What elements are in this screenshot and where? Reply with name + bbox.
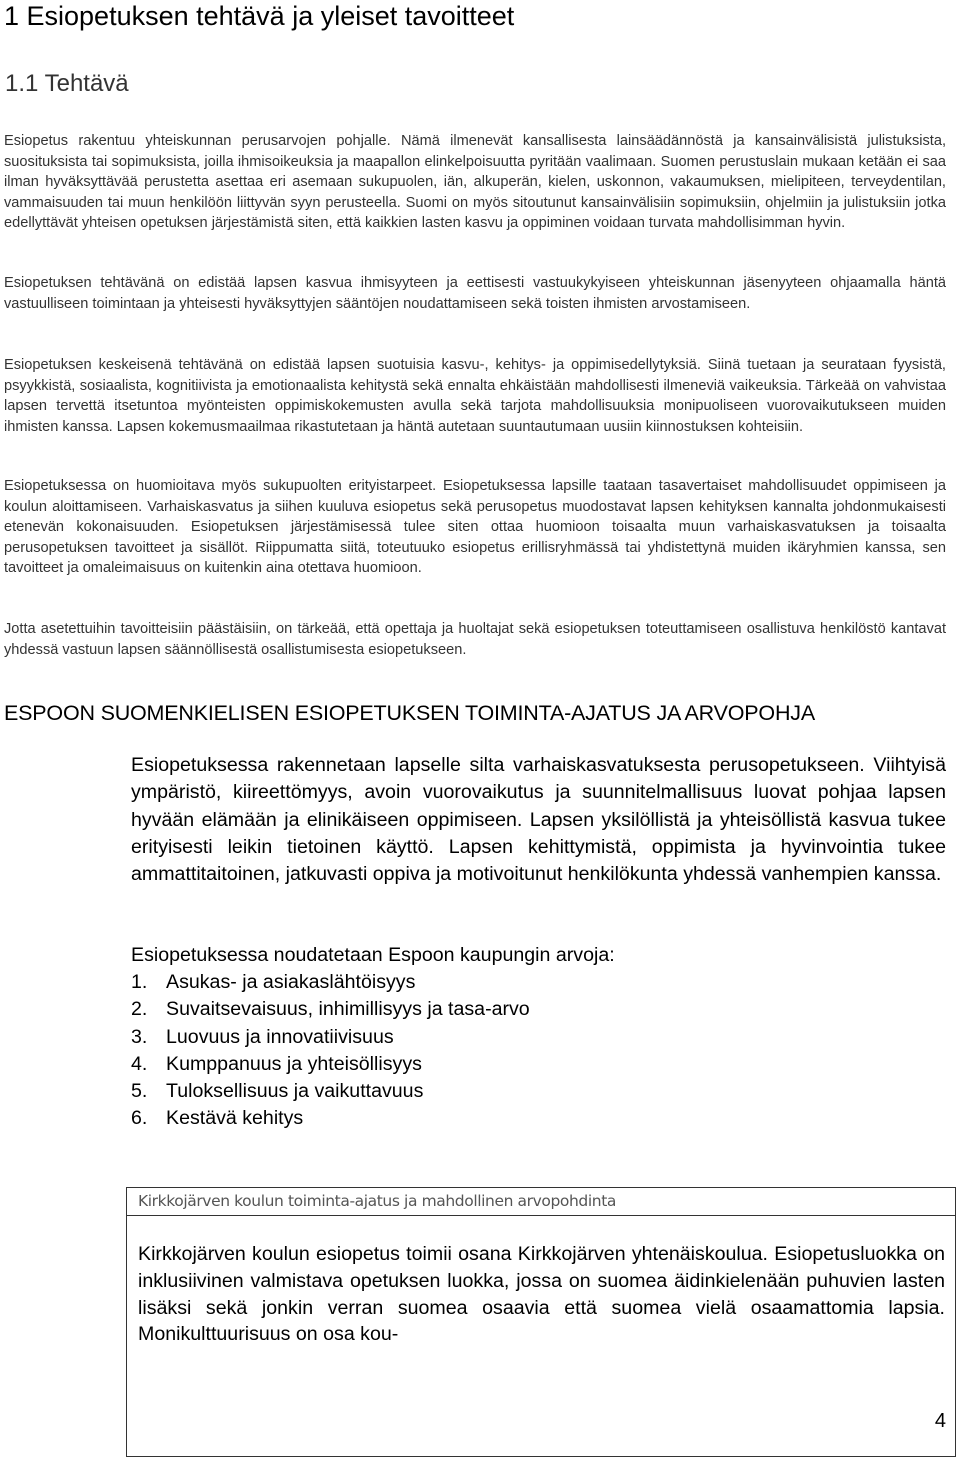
values-list-item — [131, 1024, 530, 1051]
school-section-box — [126, 1187, 956, 1457]
paragraph: Esiopetuksessa on huomioitava myös sukupuolten erityistarpeet. Esiopetuksessa lapsille taataan tasavertaiset mahdollisuudet oppimiseen ja koulun aloittamiseen. Varhaiskasvatus ja siihen kuuluva esiopetus sekä perusopetus muodostavat lapsen kehityksen kannalta johdonmukaisesti etenevän kokonaisuuden. Esiopetuksen järjestämisessä tulee siten ottaa huomioon toisaalta muun varhaiskasvatuksen ja toisaalta perusopetuksen tavoitteet ja sisällöt. Riippumatta siitä, toteutuuko esiopetus erillisryhmässä tai yhdistettynä muiden ikäryhmien kanssa, sen tavoitteet ja omaleimaisuus on kuitenkin aina otettava huomioon. — [4, 478, 946, 577]
values-list-item — [131, 969, 530, 996]
values-list-item — [131, 1078, 530, 1105]
box-divider — [127, 1215, 955, 1216]
list-number: 3. — [131, 1025, 148, 1048]
list-number: 1. — [131, 971, 148, 993]
paragraph: Esiopetuksen tehtävänä on edistää lapsen kasvua ihmisyyteen ja eettisesti vastuukykyiseen yhteiskunnan jäsenyyteen ohjaamalla häntä vastuulliseen toimintaan ja yhteisesti hyväksyttyjen sääntöjen noudattamiseen sekä toisten ihmisten arvostamiseen. — [4, 275, 946, 312]
box-title: Kirkkojärven koulun toiminta-ajatus ja mahdollinen arvopohdinta — [138, 1192, 616, 1210]
value-text: Tuloksellisuus ja vaikuttavuus — [166, 1080, 424, 1103]
values-list-item — [131, 996, 530, 1023]
vision-paragraph: Esiopetuksessa rakennetaan lapselle silta varhaiskasvatuksesta perusopetukseen. Viihtyisä ympäristö, kiireettömyys, avoin vuorovaikutus ja suunnitelmallisuus luovat pohjaa lapsen hyvään elämään ja elinikäiseen oppimiseen. Lapsen yksilöllistä ja yhteisöllistä kasvua tukee erityisesti leikin tietoinen käyttö. Lapsen kehittymistä, oppimista ja hyvinvointia tukee ammattitaitoinen, jatkuvasti oppiva ja motivoitunut henkilökunta yhdessä vanhempien kanssa. — [131, 754, 946, 886]
values-list-item — [131, 1051, 530, 1078]
value-text: Kumppanuus ja yhteisöllisyys — [166, 1052, 422, 1075]
value-text: Suvaitsevaisuus, inhimillisyys ja tasa-arvo — [166, 998, 530, 1021]
value-text: Asukas- ja asiakaslähtöisyys — [166, 971, 416, 993]
paragraph: Esiopetus rakentuu yhteiskunnan perusarvojen pohjalle. Nämä ilmenevät kansallisesta lainsäädännöstä ja kansainvälisistä julistuksista, suosituksista tai sopimuksista, joilla ihmisoikeuksia ja maapallon elinkelpoisuutta pyritään vaalimaan. Suomen perustuslain mukaan ketään ei saa ilman hyväksyttävää perustetta asettaa eri asemaan sukupuolen, iän, alkuperän, kielen, uskonnon, vakaumuksen, mielipiteen, terveydentilan, vammaisuuden tai muun henkilöön liittyvän syyn perusteella. Suomi on myös sitoutunut kansainvälisiin sopimuksiin, ohjelmiin ja julistuksiin jotka edellyttävät yhteisen opetuksen järjestämistä siten, että kaikkien lasten kasvu ja oppiminen voidaan turvata mahdollisimman hyvin. — [4, 133, 946, 232]
values-list-item — [131, 1105, 530, 1132]
page-number: 4 — [934, 1410, 946, 1432]
chapter-heading: 1 Esiopetuksen tehtävä ja yleiset tavoitteet — [4, 1, 515, 31]
espoo-section-title: ESPOON SUOMENKIELISEN ESIOPETUKSEN TOIMINTA-AJATUS JA ARVOPOHJA — [4, 701, 815, 725]
list-number: 4. — [131, 1052, 148, 1075]
values-list — [131, 969, 530, 1133]
box-body: Kirkkojärven koulun esiopetus toimii osana Kirkkojärven yhtenäiskoulua. Esiopetusluokka on inklusiivinen valmistava opetuksen luokka, jossa on suomea äidinkielenään puhuvien lasten lisäksi sekä jonkin verran suomea osaavia että suomea vielä osaamattomia lapsia. Monikulttuurisuus on osa kou- — [138, 1243, 945, 1346]
values-intro: Esiopetuksessa noudatetaan Espoon kaupungin arvoja: — [131, 944, 615, 966]
paragraph: Jotta asetettuihin tavoitteisiin päästäisiin, on tärkeää, että opettaja ja huoltajat sekä esiopetuksen toteuttamiseen osallistuva henkilöstö kantavat yhdessä vastuun lapsen säännöllisestä osallistumisesta esiopetukseen. — [4, 621, 946, 658]
list-number: 6. — [131, 1107, 148, 1130]
list-number: 2. — [131, 998, 148, 1021]
paragraph: Esiopetuksen keskeisenä tehtävänä on edistää lapsen suotuisia kasvu-, kehitys- ja oppimisedellytyksiä. Siinä tuetaan ja seurataan fyysistä, psyykkistä, sosiaalista, kognitiivista ja emotionaalista kehitystä sekä ennalta ehkäistään mahdollisesti ilmeneviä vaikeuksia. Tärkeää on vahvistaa lapsen tervettä itsetuntoa myönteisten oppimiskokemusten avulla sekä tarjota mahdollisuuksia monipuoliseen vuorovaikutukseen muiden ihmisten kanssa. Lapsen kokemusmaailmaa rikastutetaan ja häntä autetaan suuntautumaan uusiin kiinnostuksen kohteisiin. — [4, 357, 946, 435]
value-text: Kestävä kehitys — [166, 1107, 304, 1130]
value-text: Luovuus ja innovatiivisuus — [166, 1025, 394, 1048]
list-number: 5. — [131, 1080, 148, 1103]
section-heading: 1.1 Tehtävä — [5, 70, 129, 97]
